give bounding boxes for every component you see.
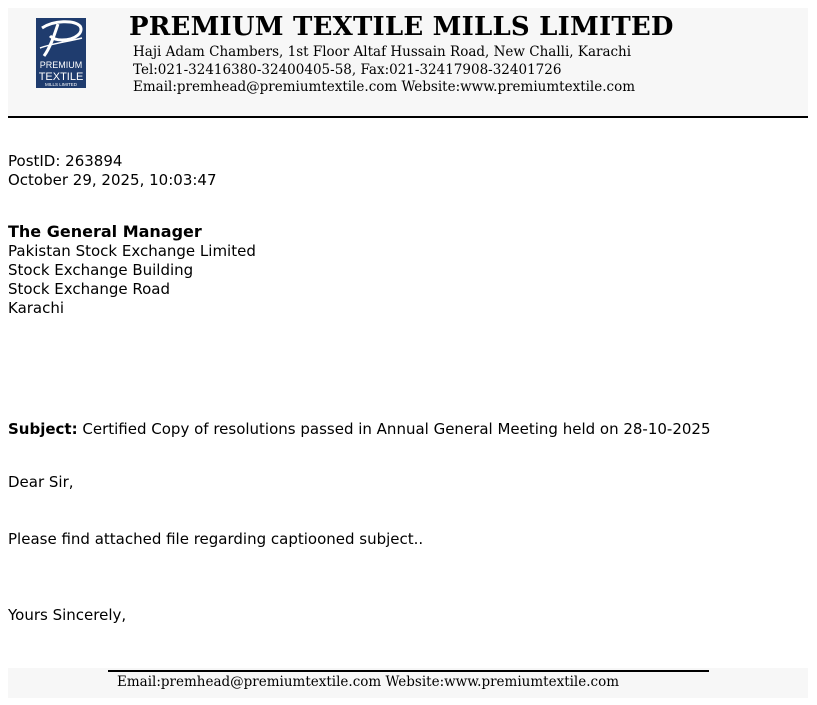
post-id: PostID: 263894 xyxy=(8,152,123,170)
subject-text: Certified Copy of resolutions passed in Annual General Meeting held on 28-10-2025 xyxy=(82,420,711,438)
logo-line2: TEXTILE xyxy=(38,71,84,83)
company-email-website: Email:premhead@premiumtextile.com Website:www.premiumtextile.com xyxy=(133,79,636,95)
recipient-title: The General Manager xyxy=(8,222,202,241)
logo-line1: PREMIUM xyxy=(39,60,83,70)
subject-line xyxy=(8,420,711,438)
footer-divider xyxy=(108,670,709,672)
recipient-line: Stock Exchange Building xyxy=(8,261,194,279)
company-logo xyxy=(36,18,86,88)
body-message: Please find attached file regarding captiooned subject.. xyxy=(8,530,424,548)
recipient-line: Pakistan Stock Exchange Limited xyxy=(8,242,256,260)
subject-label: Subject: xyxy=(8,420,78,438)
company-phone-fax: Tel:021-32416380-32400405-58, Fax:021-32417908-32401726 xyxy=(133,62,562,78)
header-divider xyxy=(8,116,808,118)
logo-line3: MILLS LIMITED xyxy=(44,82,78,87)
recipient-line: Karachi xyxy=(8,299,65,317)
company-name: PREMIUM TEXTILE MILLS LIMITED xyxy=(129,12,674,42)
footer-email-website: Email:premhead@premiumtextile.com Website:www.premiumtextile.com xyxy=(117,674,620,690)
letterhead xyxy=(8,8,808,118)
closing: Yours Sincerely, xyxy=(8,606,127,624)
salutation: Dear Sir, xyxy=(8,473,74,491)
recipient-line: Stock Exchange Road xyxy=(8,280,170,298)
company-address: Haji Adam Chambers, 1st Floor Altaf Hussain Road, New Challi, Karachi xyxy=(133,44,632,60)
post-datetime: October 29, 2025, 10:03:47 xyxy=(8,171,217,189)
